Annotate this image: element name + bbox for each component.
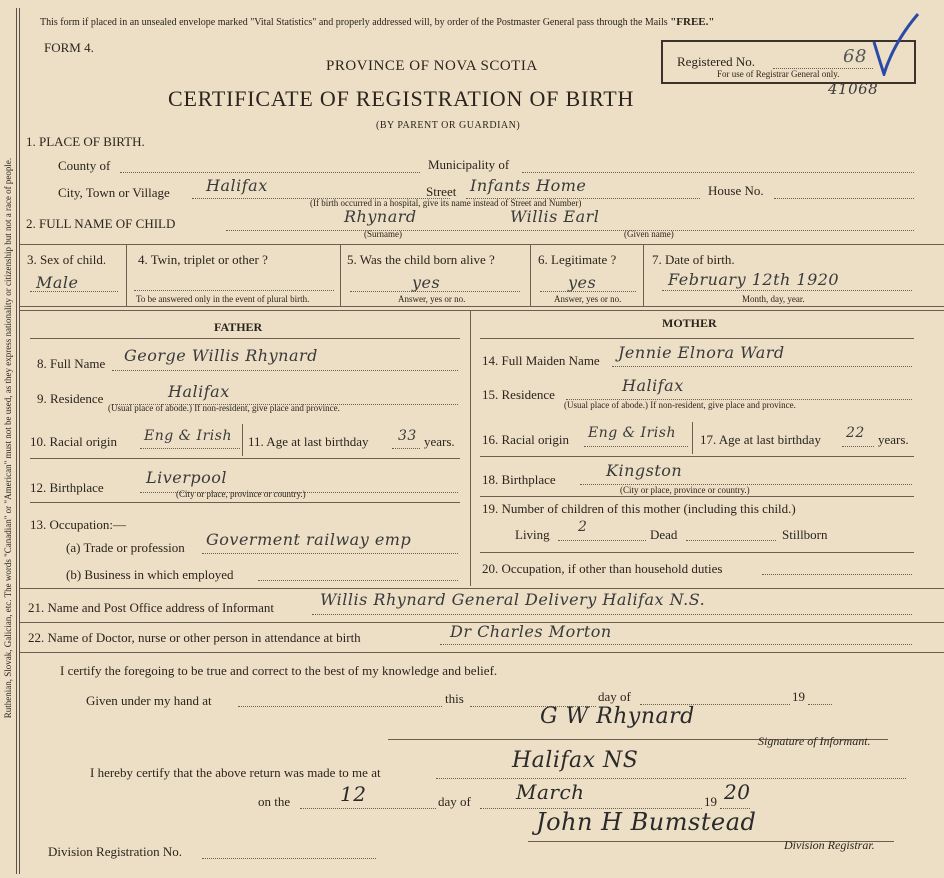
informant-line <box>312 614 912 615</box>
province-heading: PROVINCE OF NOVA SCOTIA <box>326 58 538 74</box>
division-label: Division Registration No. <box>48 844 182 859</box>
mother-name-line <box>612 366 912 367</box>
mother-occupation-line <box>762 574 912 575</box>
mother-racial-value: Eng & Irish <box>588 425 676 441</box>
father-name-line <box>112 370 458 371</box>
dead-line <box>686 540 776 541</box>
row3-divider <box>530 244 531 306</box>
father-residence-label: 9. Residence <box>37 391 104 406</box>
father-racial-value: Eng & Irish <box>144 428 232 444</box>
page-title: CERTIFICATE OF REGISTRATION OF BIRTH <box>168 86 635 111</box>
father-birthplace-note: (City or place, province or country.) <box>176 489 306 499</box>
mother-age-label: 17. Age at last birthday <box>700 432 821 447</box>
father-racial-line <box>140 448 240 449</box>
father-business-label: (b) Business in which employed <box>66 567 234 582</box>
sex-label: 3. Sex of child. <box>27 252 107 267</box>
father-residence-value: Halifax <box>168 382 230 401</box>
mother-residence-value: Halifax <box>622 376 684 395</box>
dead-label: Dead <box>650 527 678 542</box>
child-surname-value: Rhynard <box>344 207 417 226</box>
mother-residence-note: (Usual place of abode.) If non-resident, give place and province. <box>564 400 796 410</box>
surname-caption: (Surname) <box>364 229 402 239</box>
father-age-value: 33 <box>398 428 417 444</box>
given-label: Given under my hand at <box>86 693 212 708</box>
doctor-rule <box>20 652 944 653</box>
sex-value: Male <box>36 273 79 292</box>
legitimate-value: yes <box>568 273 597 292</box>
row3-top-rule <box>20 244 944 245</box>
checkmark-icon <box>872 12 922 76</box>
father-heading: FATHER <box>214 320 263 334</box>
day-of2-label: day of <box>438 794 471 809</box>
mother-occupation-label: 20. Occupation, if other than household duties <box>482 561 723 576</box>
father-trade-line <box>202 553 458 554</box>
row3-divider <box>126 244 127 306</box>
twin-note: To be answered only in the event of plural birth. <box>136 294 310 304</box>
mother-racial-rule <box>480 456 914 457</box>
legitimate-note: Answer, yes or no. <box>554 294 622 304</box>
this-label: this <box>445 691 464 706</box>
street-label: Street <box>426 184 457 199</box>
dob-value: February 12th 1920 <box>668 270 840 289</box>
return-place-line <box>436 778 906 779</box>
mother-name-value: Jennie Elnora Ward <box>618 343 785 362</box>
informant-caption: Signature of Informant. <box>758 734 871 748</box>
stillborn-label: Stillborn <box>782 527 828 542</box>
alive-value: yes <box>412 273 441 292</box>
parents-bottom-rule <box>20 588 944 589</box>
dob-line <box>662 290 912 291</box>
living-value: 2 <box>578 519 588 535</box>
doctor-value: Dr Charles Morton <box>450 622 612 641</box>
father-occupation-label: 13. Occupation:— <box>30 517 127 532</box>
doctor-label: 22. Name of Doctor, nurse or other person in attendance at birth <box>28 630 361 645</box>
row3-divider <box>340 244 341 306</box>
row3-bottom-rule <box>20 306 944 307</box>
father-age-line <box>392 448 420 449</box>
twin-label: 4. Twin, triplet or other ? <box>138 252 268 267</box>
dob-label: 7. Date of birth. <box>652 252 735 267</box>
division-line <box>202 858 376 859</box>
mother-racial-label: 16. Racial origin <box>482 432 570 447</box>
mother-racial-divider <box>692 422 693 454</box>
mother-children-label: 19. Number of children of this mother (including this child.) <box>482 501 796 516</box>
mother-birthplace-note: (City or place, province or country.) <box>620 485 750 495</box>
given-place-line <box>238 706 442 707</box>
registered-note: For use of Registrar General only. <box>717 69 840 79</box>
form-number: FORM 4. <box>44 40 94 55</box>
informant-label: 21. Name and Post Office address of Informant <box>28 600 274 615</box>
father-trade-label: (a) Trade or profession <box>66 540 185 555</box>
street-value: Infants Home <box>470 176 587 195</box>
father-racial-divider <box>242 424 243 456</box>
child-name-line <box>226 230 914 231</box>
year2-value: 20 <box>724 780 751 804</box>
father-racial-label: 10. Racial origin <box>30 434 118 449</box>
parents-top-rule <box>20 310 944 311</box>
informant-value: Willis Rhynard General Delivery Halifax N.S. <box>320 590 706 609</box>
mother-birthplace-label: 18. Birthplace <box>482 472 556 487</box>
mother-name-label: 14. Full Maiden Name <box>482 353 600 368</box>
on-day-line <box>300 808 436 809</box>
place-of-birth-heading: 1. PLACE OF BIRTH. <box>26 134 145 149</box>
registrar-signature: John H Bumstead <box>536 808 757 836</box>
father-birthplace-rule <box>30 502 460 503</box>
registered-value: 68 <box>843 46 867 67</box>
legitimate-label: 6. Legitimate ? <box>538 252 617 267</box>
mother-racial-line <box>584 446 688 447</box>
twin-line <box>134 290 334 291</box>
informant-signature: G W Rhynard <box>540 704 695 729</box>
living-line <box>558 540 646 541</box>
child-name-label: 2. FULL NAME OF CHILD <box>26 216 176 231</box>
on-the-label: on the <box>258 794 291 809</box>
house-line <box>774 198 914 199</box>
father-age-label: 11. Age at last birthday <box>248 434 369 449</box>
county-line <box>120 172 420 173</box>
father-residence-note: (Usual place of abode.) If non-resident, give place and province. <box>108 403 340 413</box>
mother-residence-label: 15. Residence <box>482 387 555 402</box>
year-prefix: 19 <box>792 689 805 704</box>
father-heading-rule <box>30 338 460 339</box>
day-value: 12 <box>340 782 367 806</box>
registrar-caption: Division Registrar. <box>784 838 875 852</box>
alive-note: Answer, yes or no. <box>398 294 466 304</box>
given-caption: (Given name) <box>624 229 674 239</box>
municipality-line <box>522 172 914 173</box>
certify-text: I certify the foregoing to be true and correct to the best of my knowledge and belief. <box>60 663 498 678</box>
mother-age-unit: years. <box>878 432 909 447</box>
page-subtitle: (BY PARENT OR GUARDIAN) <box>376 120 521 131</box>
house-label: House No. <box>708 183 764 198</box>
mother-heading: MOTHER <box>662 316 717 330</box>
father-age-unit: years. <box>424 434 455 449</box>
father-birthplace-label: 12. Birthplace <box>30 480 104 495</box>
father-birthplace-value: Liverpool <box>146 468 228 487</box>
dob-note: Month, day, year. <box>742 294 805 304</box>
living-label: Living <box>515 527 550 542</box>
year-line <box>808 704 832 705</box>
parents-divider <box>470 310 471 586</box>
alive-label: 5. Was the child born alive ? <box>347 252 495 267</box>
father-trade-value: Goverment railway emp <box>206 530 412 549</box>
month-value: March <box>516 780 585 804</box>
left-margin-line-inner <box>19 8 20 874</box>
row3-divider <box>643 244 644 306</box>
city-value: Halifax <box>206 176 268 195</box>
father-name-label: 8. Full Name <box>37 356 106 371</box>
doctor-line <box>440 644 912 645</box>
day-of-label: day of <box>598 689 631 704</box>
father-business-line <box>258 580 458 581</box>
mother-age-line <box>842 446 874 447</box>
father-racial-rule <box>30 458 460 459</box>
stamp-number: 41068 <box>828 80 879 98</box>
return-text: I hereby certify that the above return was made to me at <box>90 765 381 780</box>
mother-birthplace-value: Kingston <box>606 461 683 480</box>
municipality-label: Municipality of <box>428 157 510 172</box>
city-label: City, Town or Village <box>58 185 170 200</box>
mother-children-rule <box>480 552 914 553</box>
mother-birthplace-rule <box>480 496 914 497</box>
side-notice: Ruthenian, Slovak, Galician, etc. The words "Canadian" or "American" must not be used, as they express nationality or citizenship but not a race of people. <box>3 157 13 719</box>
mother-age-value: 22 <box>846 425 865 441</box>
county-label: County of <box>58 158 111 173</box>
hospital-note: (If birth occurred in a hospital, give its name instead of Street and Number) <box>310 198 582 208</box>
registered-label: Registered No. <box>677 54 755 69</box>
mail-notice: This form if placed in an unsealed envelope marked "Vital Statistics" and properly addressed will, by order of the Postmaster General pass through the Mails "FREE." <box>40 16 715 28</box>
return-place-value: Halifax NS <box>512 748 639 773</box>
father-name-value: George Willis Rhynard <box>124 346 318 365</box>
mother-heading-rule <box>480 338 914 339</box>
child-given-value: Willis Earl <box>510 207 600 226</box>
year2-prefix: 19 <box>704 794 717 809</box>
